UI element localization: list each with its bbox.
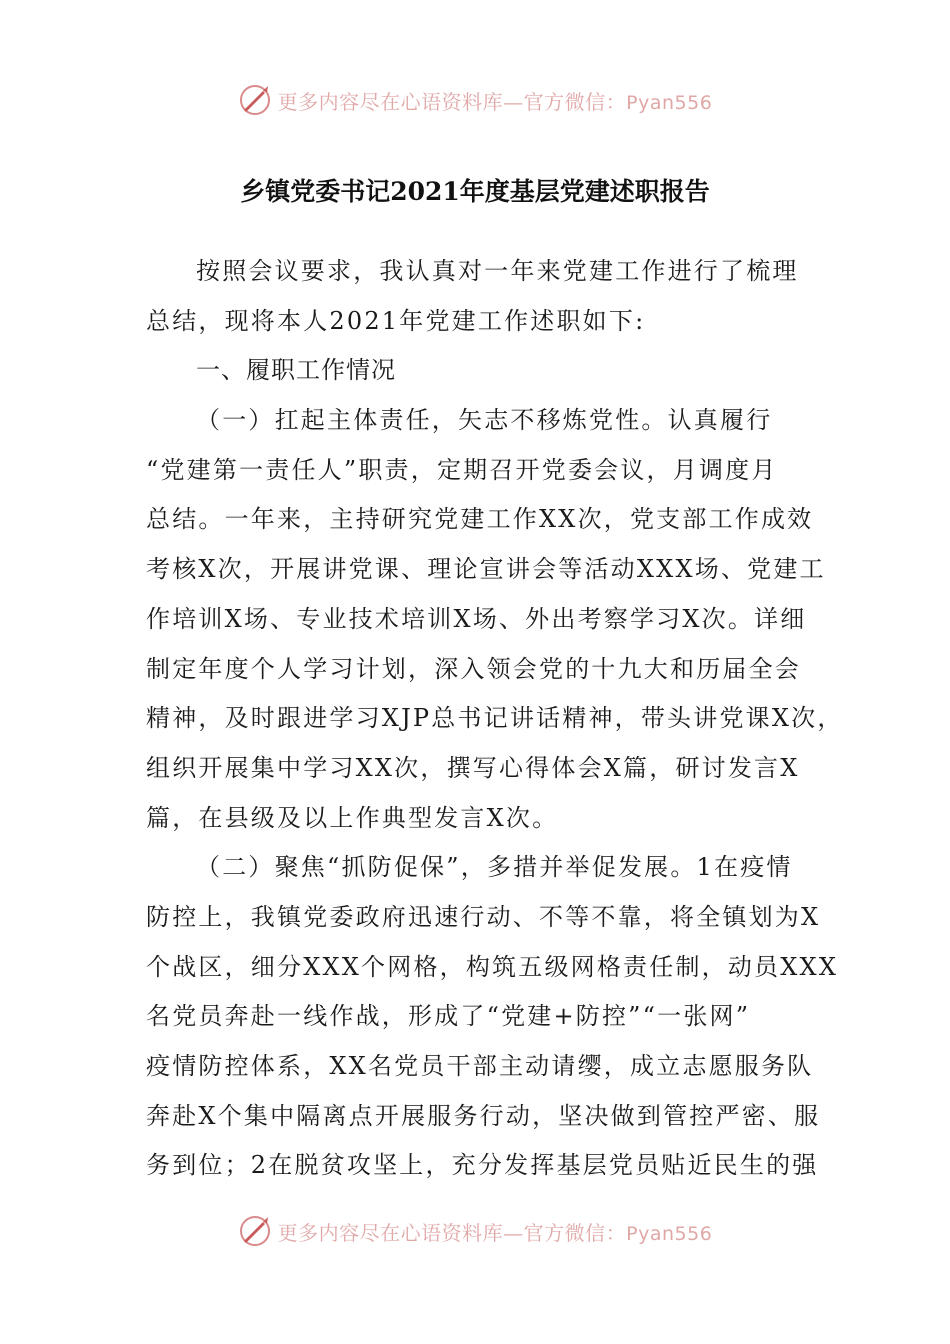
watermark-text: 更多内容尽在心语资料库—官方微信：Pyan556 <box>277 89 713 114</box>
paragraph-line: 按照会议要求，我认真对一年来党建工作进行了梳理 <box>196 257 799 285</box>
paragraph-line: 考核X次，开展讲党课、理论宣讲会等活动XXX场、党建工 <box>146 555 826 584</box>
paragraph-line: 总结，现将本人2021年党建工作述职如下: <box>146 306 646 335</box>
paragraph-line: （一）扛起主体责任，矢志不移炼党性。认真履行 <box>196 406 773 435</box>
document-body <box>146 247 844 1191</box>
paragraph-line: 奔赴X个集中隔离点开展服务行动，坚决做到管控严密、服 <box>146 1101 821 1130</box>
paragraph-line: 防控上，我镇党委政府迅速行动、不等不靠，将全镇划为X <box>146 902 821 931</box>
paragraph-line: 制定年度个人学习计划，深入领会党的十九大和历届全会 <box>146 654 801 683</box>
paragraph-line: 组织开展集中学习XX次，撰写心得体会X篇，研讨发言X <box>146 753 800 782</box>
paragraph-line: 总结。一年来，主持研究党建工作XX次，党支部工作成效 <box>146 505 814 534</box>
watermark-wechat-id: Pyan556 <box>626 91 713 114</box>
paragraph-line: 作培训X场、专业技术培训X场、外出考察学习X次。详细 <box>146 604 807 633</box>
paragraph-line: 疫情防控体系，XX名党员干部主动请缨，成立志愿服务队 <box>146 1052 814 1080</box>
quill-logo-icon <box>238 83 272 117</box>
paragraph-line: 精神，及时跟进学习XJP总书记讲话精神，带头讲党课X次， <box>146 704 844 733</box>
paragraph-line: 篇，在县级及以上作典型发言X次。 <box>146 803 559 832</box>
quill-logo-icon <box>238 1214 272 1248</box>
paragraph-line: 个战区，细分XXX个网格，构筑五级网格责任制，动员XXX <box>146 952 839 981</box>
paragraph-line: 务到位；2在脱贫攻坚上，充分发挥基层党员贴近民生的强 <box>146 1151 819 1180</box>
paragraph-line: （二）聚焦“抓防促保”，多措并举促发展。1在疫情 <box>196 853 793 882</box>
watermark-header <box>0 80 950 120</box>
paragraph-line: 名党员奔赴一线作战，形成了“党建+防控”“一张网” <box>146 1002 751 1031</box>
section-heading: 一、履职工作情况 <box>196 356 396 385</box>
watermark-text: 更多内容尽在心语资料库—官方微信：Pyan556 <box>277 1220 713 1245</box>
paragraph-line: “党建第一责任人”职责，定期召开党委会议，月调度月 <box>146 455 778 484</box>
watermark-wechat-id: Pyan556 <box>626 1222 713 1245</box>
watermark-footer <box>0 1211 950 1251</box>
document-title: 乡镇党委书记2021年度基层党建述职报告 <box>240 177 710 206</box>
